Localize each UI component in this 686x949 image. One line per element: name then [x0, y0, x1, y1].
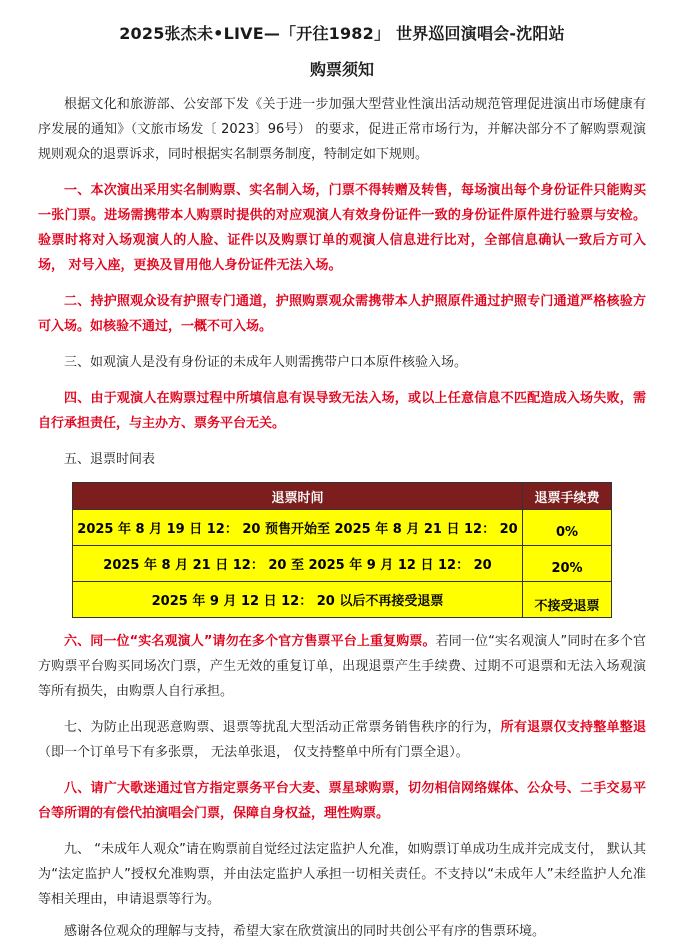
- header-refund-time: 退票时间: [73, 483, 523, 510]
- table-row: [73, 546, 612, 582]
- refund-fee: [523, 582, 612, 618]
- rule-8: 八、请广大歌迷通过官方指定票务平台大麦、票星球购票，切勿相信网络媒体、公众号、二手交易平台等所谓的有偿代拍演唱会门票，保障自身权益，理性购票。: [38, 781, 646, 821]
- refund-period: 2025 年 9 月 12 日 12： 20 以后不再接受退票: [73, 582, 523, 618]
- rule-6-emphasis: 六、同一位“实名观演人”请勿在多个官方售票平台上重复购票。: [64, 634, 436, 649]
- rule-1: 一、本次演出采用实名制购票、实名制入场，门票不得转赠及转售，每场演出每个身份证件只能购买一张门票。进场需携带本人购票时提供的对应观演人有效身份证件一致的身份证件原件进行验票与安检。验票时将对入场观演人的人脸、证件以及购票订单的观演人信息进行比对，全部信息确认一致后方可入场， 对号入座，更换及冒用他人身份证件无法入场。: [38, 183, 646, 273]
- rule-6: [38, 629, 646, 704]
- refund-fee-value: 20%: [551, 561, 583, 576]
- refund-period: 2025 年 8 月 19 日 12： 20 预售开始至 2025 年 8 月 21 日 12： 20: [73, 510, 523, 546]
- refund-fee-value: 0%: [555, 525, 579, 540]
- page-title: 2025张杰未•LIVE—「开往1982」 世界巡回演唱会-沈阳站: [119, 24, 565, 43]
- refund-schedule-table: [72, 482, 612, 618]
- table-header-row: [73, 483, 612, 510]
- rule-9: 九、 “未成年人观众”请在购票前自觉经过法定监护人允准，如购票订单成功生成并完成支付， 默认其为“法定监护人”授权允准购票，并由法定监护人承担一切相关责任。不支持以“未成年人”未经监护人允准等相关理由，申请退票等行为。: [38, 842, 646, 907]
- header-refund-fee: 退票手续费: [523, 483, 612, 510]
- refund-period: 2025 年 8 月 21 日 12： 20 至 2025 年 9 月 12 日 12： 20: [73, 546, 523, 582]
- rule-7-post: （即一个订单号下有多张票， 无法单张退， 仅支持整单中所有门票全退）。: [38, 745, 469, 760]
- page-subtitle: 购票须知: [309, 60, 374, 79]
- rule-7-pre: 七、为防止出现恶意购票、退票等扰乱大型活动正常票务销售秩序的行为，: [64, 720, 501, 735]
- rule-7: [38, 715, 646, 765]
- refund-fee: [523, 510, 612, 546]
- intro-paragraph: 根据文化和旅游部、公安部下发《关于进一步加强大型营业性演出活动规范管理促进演出市场健康有序发展的通知》（文旅市场发〔 2023〕96号） 的要求，促进正常市场行为，并解决部分不了解购票观演规则观众的退票诉求，同时根据实名制票务制度，特制定如下规则。: [38, 97, 646, 162]
- closing-paragraph: 感谢各位观众的理解与支持，希望大家在欣赏演出的同时共创公平有序的售票环境。: [64, 924, 546, 939]
- rule-4: 四、由于观演人在购票过程中所填信息有误导致无法入场，或以上任意信息不匹配造成入场失败，需自行承担责任，与主办方、票务平台无关。: [38, 391, 646, 431]
- rule-3: 三、如观演人是没有身份证的未成年人则需携带户口本原件核验入场。: [64, 355, 468, 370]
- refund-fee: [523, 546, 612, 582]
- rule-5-label: 五、退票时间表: [64, 452, 156, 467]
- rule-7-emphasis: 所有退票仅支持整单整退: [500, 720, 646, 735]
- rule-6-text: 若同一位“实名观演人”同时在多个官方购票平台购买同场次门票，产生无效的重复订单，出现退票产生手续费、过期不可退票和无法入场观演等所有损失，由购票人自行承担。: [38, 634, 646, 699]
- refund-fee-value: 不接受退票: [534, 599, 600, 614]
- table-row: [73, 510, 612, 546]
- table-row: [73, 582, 612, 618]
- rule-2: 二、持护照观众设有护照专门通道，护照购票观众需携带本人护照原件通过护照专门通道严格核验方可入场。如核验不通过，一概不可入场。: [38, 294, 646, 334]
